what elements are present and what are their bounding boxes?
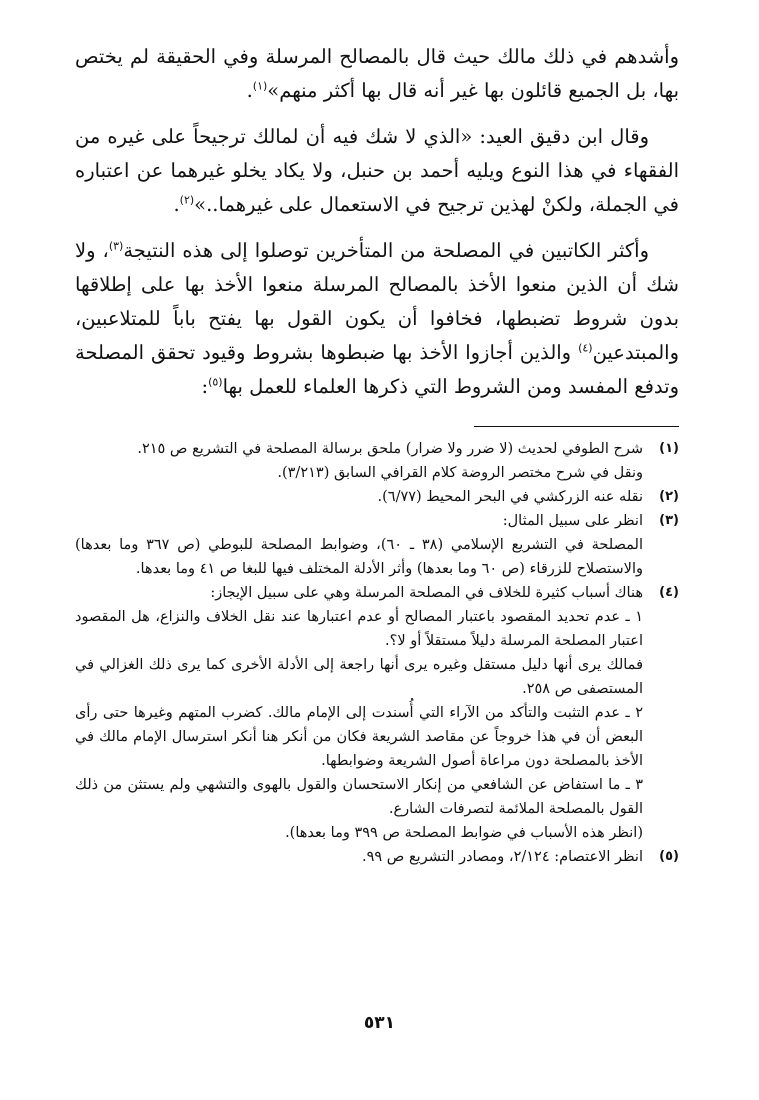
footnote-body (75, 581, 643, 845)
book-page (75, 40, 679, 1060)
footnote-number: (٢) (659, 489, 679, 504)
footnote-line: شرح الطوفي لحديث (لا ضرر ولا ضرار) ملحق برسالة المصلحة في التشريع ص ٢١٥. (137, 441, 643, 457)
footnote-body (75, 485, 643, 509)
footnote-ref-3: (٣) (108, 239, 124, 253)
footnote-body (75, 845, 643, 869)
footnote-line: انظر الاعتصام: ٢/١٢٤، ومصادر التشريع ص ٩٩. (362, 849, 643, 865)
footnote-3 (75, 509, 679, 581)
paragraph-tail: . (173, 193, 180, 216)
footnote-number: (٤) (659, 585, 679, 600)
footnote-line: ٣ ـ ما استفاض عن الشافعي من إنكار الاستحسان والقول بالهوى والتشهي ولم يستثن من ذلك القول بالمصلحة الملائمة لتصرفات الشارع. (75, 777, 643, 817)
footnote-line: المصلحة في التشريع الإسلامي (٣٨ ـ ٦٠)، وضوابط المصلحة للبوطي (ص ٣٦٧ وما بعدها) والاستصلاح للزرقاء (ص ٦٠ وما بعدها) وأثر الأدلة المختلف فيها للبغا ص ٤١ وما بعدها. (75, 537, 643, 577)
paragraph-2 (75, 120, 679, 222)
footnote-2 (75, 485, 679, 509)
paragraph-3 (75, 234, 679, 404)
paragraph-tail: . (246, 79, 253, 102)
footnote-line: ونقل في شرح مختصر الروضة كلام القرافي السابق (٣/٢١٣). (277, 465, 643, 481)
footnote-body (75, 437, 643, 485)
paragraph-text: وأكثر الكاتبين في المصلحة من المتأخرين توصلوا إلى هذه النتيجة (123, 239, 649, 262)
paragraph-text: والذين أجازوا الأخذ بها ضبطوها بشروط وقيود تحقق المصلحة وتدفع المفسد ومن الشروط التي ذكرها العلماء للعمل بها (75, 341, 679, 398)
paragraph-1 (75, 40, 679, 108)
footnote-number: (٥) (659, 849, 679, 864)
footnote-ref-2: (٢) (179, 193, 195, 207)
footnote-divider (474, 426, 679, 427)
paragraph-text: وأشدهم في ذلك مالك حيث قال بالمصالح المرسلة وفي الحقيقة لم يختص بها، بل الجميع قائلون بها غير أنه قال بها أكثر منهم» (75, 45, 679, 102)
footnote-line: نقله عنه الزركشي في البحر المحيط (٦/٧٧). (377, 489, 643, 505)
footnote-ref-5: (٥) (208, 375, 223, 389)
footnote-line: هناك أسباب كثيرة للخلاف في المصلحة المرسلة وهي على سبيل الإيجاز: (210, 585, 643, 601)
footnote-line: انظر على سبيل المثال: (502, 513, 643, 529)
paragraph-tail: : (201, 375, 209, 398)
footnote-line: ١ ـ عدم تحديد المقصود باعتبار المصالح أو عدم اعتبارها عند نقل الخلاف والنزاع، هل المقصود اعتبار المصلحة المرسلة دليلاً مستقلاً أو لا؟. (75, 609, 643, 649)
footnote-ref-1: (١) (252, 79, 268, 93)
footnote-4 (75, 581, 679, 845)
footnote-line: فمالك يرى أنها دليل مستقل وغيره يرى أنها راجعة إلى الأدلة الأخرى كما يرى ذلك الغزالي في المستصفى ص ٢٥٨. (75, 657, 643, 697)
footnote-line: (انظر هذه الأسباب في ضوابط المصلحة ص ٣٩٩ وما بعدها). (285, 825, 643, 841)
footnote-number: (١) (659, 441, 679, 456)
footnote-ref-4: (٤) (578, 341, 593, 355)
page-number: ٥٣١ (363, 1013, 396, 1033)
footnotes (75, 437, 679, 869)
main-text (75, 40, 679, 404)
footnote-number: (٣) (659, 513, 679, 528)
paragraph-text: وقال ابن دقيق العيد: «الذي لا شك فيه أن لمالك ترجيحاً على غيره من الفقهاء في هذا النوع ويليه أحمد بن حنبل، ولا يكاد يخلو غيرهما عن اعتباره في الجملة، ولكنْ لهذين ترجيح في الاستعمال على غيرهما..» (75, 125, 679, 216)
footnote-line: ٢ ـ عدم التثبت والتأكد من الآراء التي أُسندت إلى الإمام مالك. كضرب المتهم وغيرها حتى رأى البعض أن في هذا خروجاً عن مقاصد الشريعة فكان من أنكر هنا أنكر استرسال الإمام مالك في الأخذ بالمصلحة دون مراعاة أصول الشريعة وضوابطها. (75, 705, 643, 769)
footnote-body (75, 509, 643, 581)
paragraph-text: ، ولا شك أن الذين منعوا الأخذ بالمصالح المرسلة منعوا الأخذ بها على إطلاقها بدون شروط تضبطها، فخافوا أن يكون القول بها يفتح باباً للمتلاعبين، والمبتدعين (75, 239, 679, 364)
footnote-1 (75, 437, 679, 485)
footnote-5 (75, 845, 679, 869)
